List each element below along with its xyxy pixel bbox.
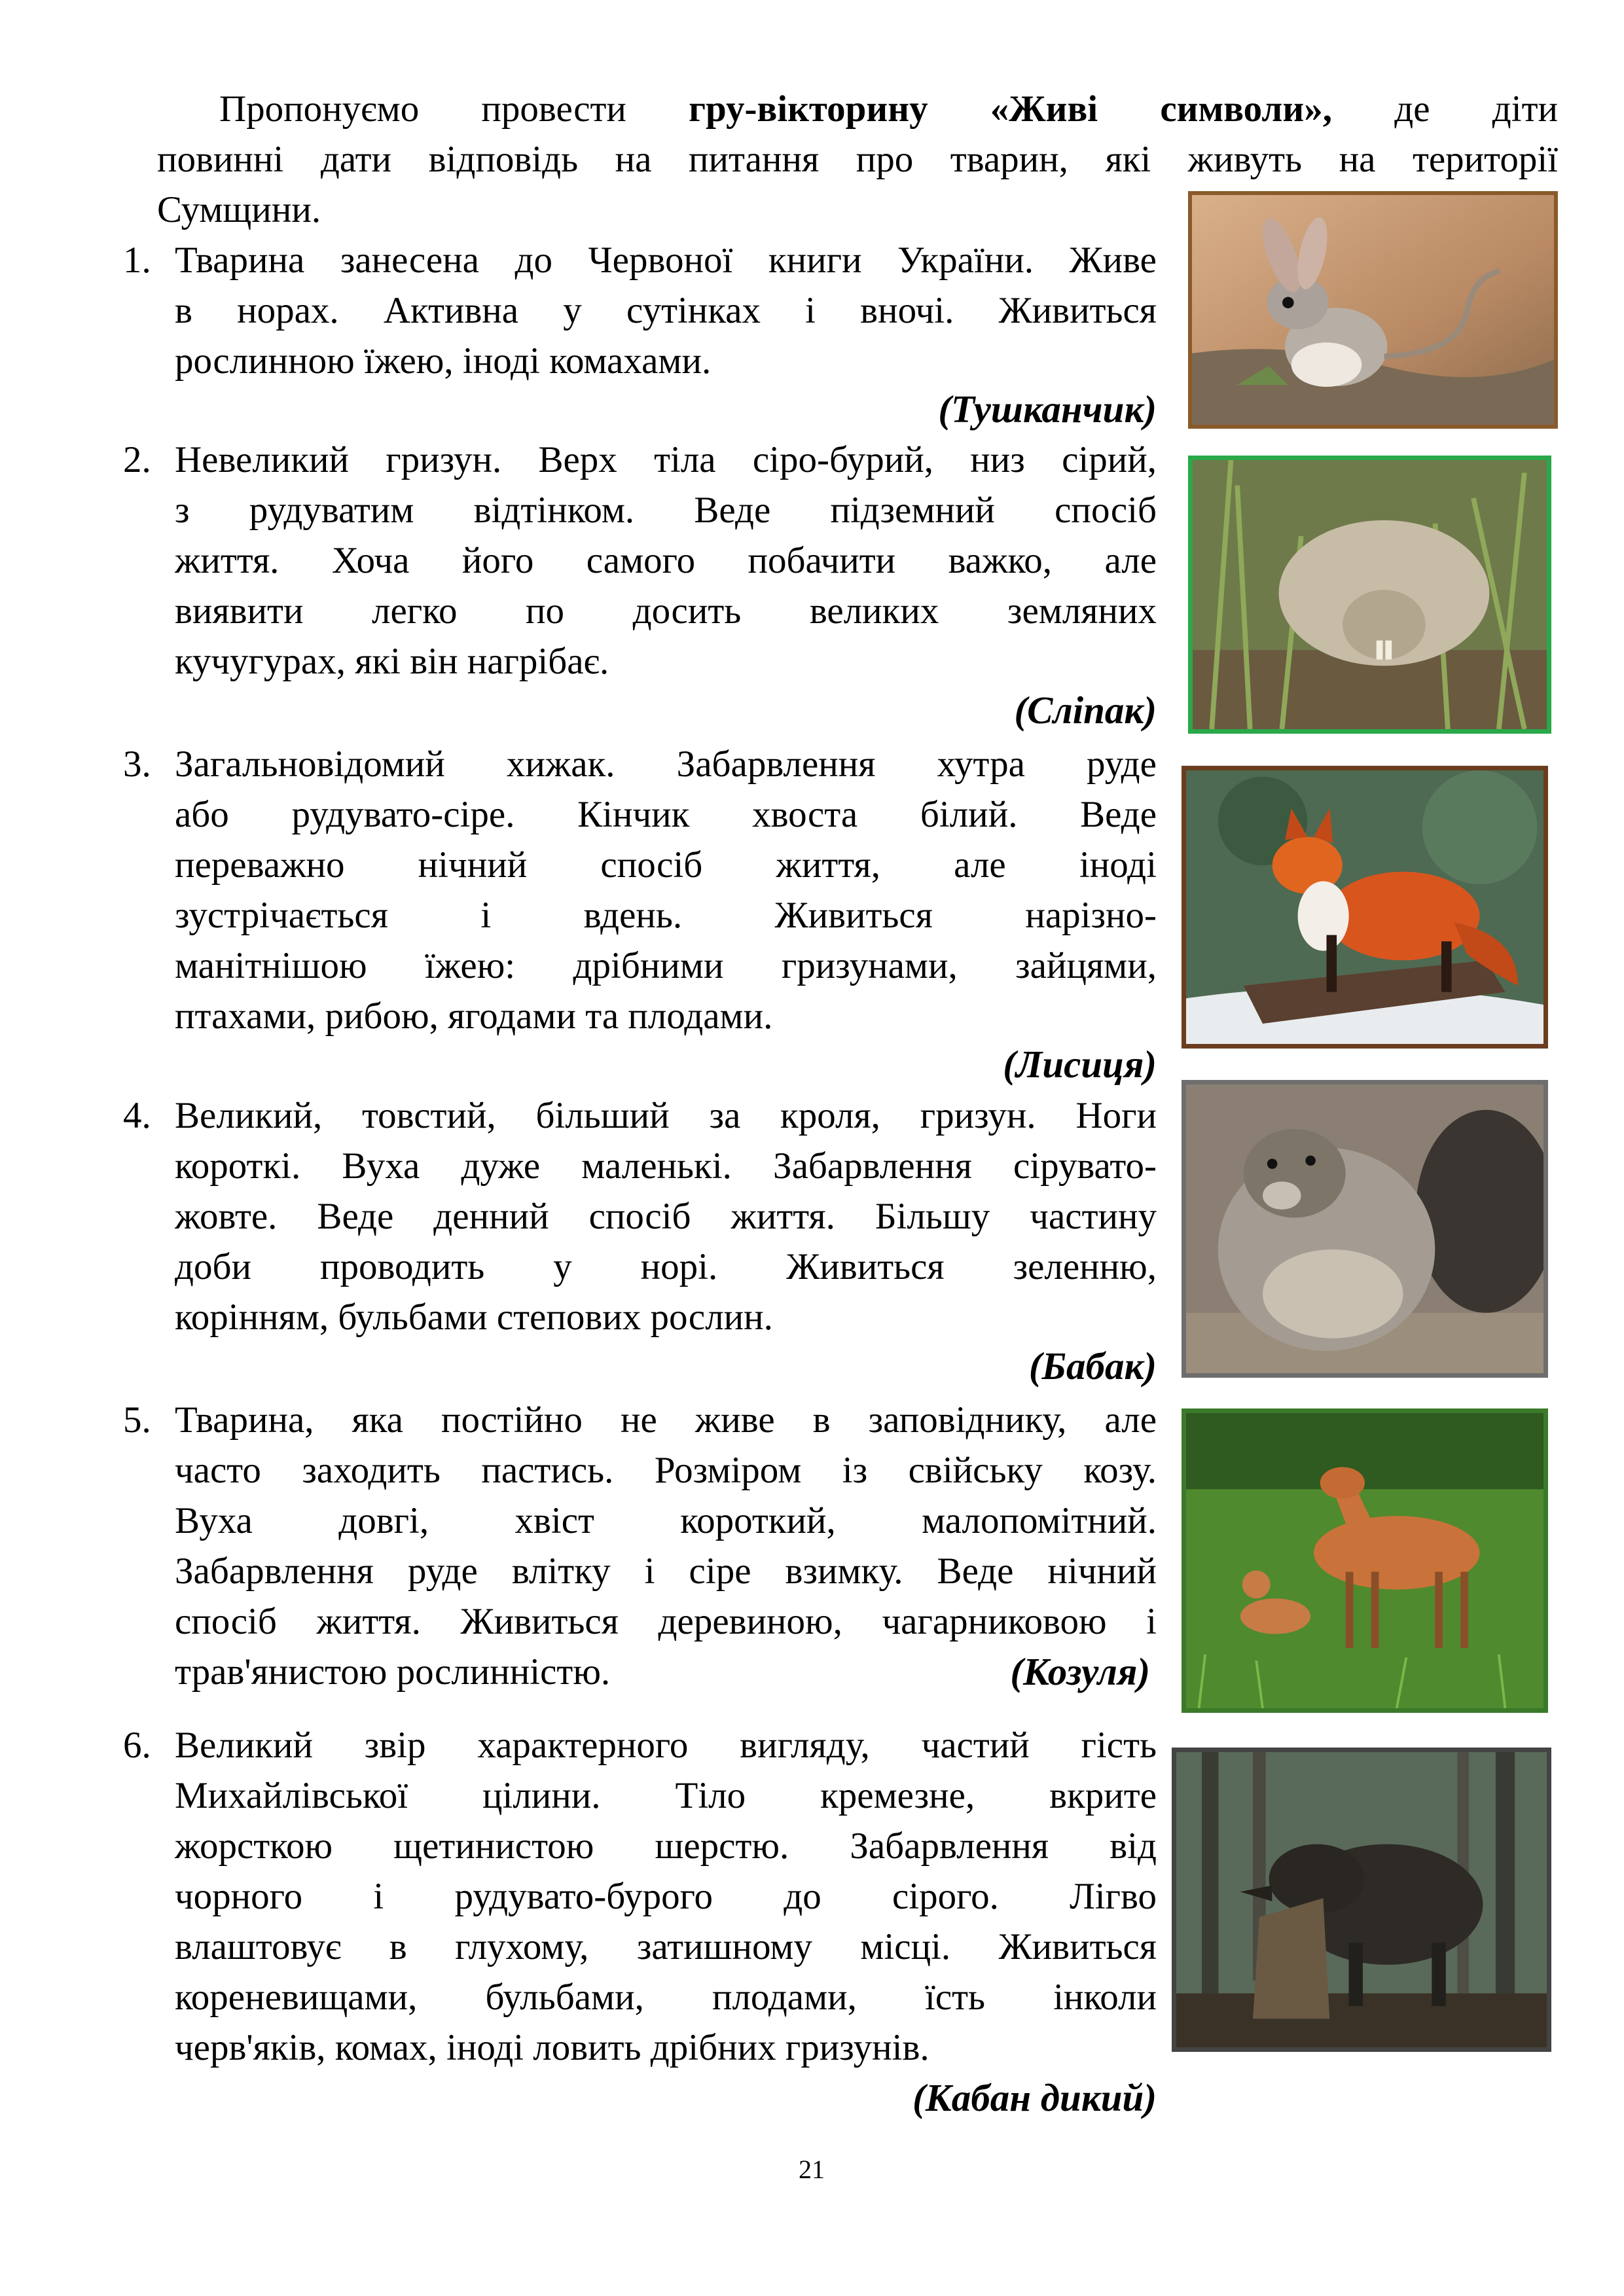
answer-5: (Козуля) — [1010, 1650, 1150, 1693]
wild-boar-photo — [1172, 1748, 1551, 2052]
item-number: 1. — [123, 240, 151, 281]
question-3-text: Загальновідомий хижак. Забарвлення хутра руде або рудувато-сіре. Кінчик хвоста білий. Веде переважно нічний спосіб життя, але іноді зустрічається і вдень. Живиться нарізно- манітнішою їжею: дрібними гризунами, зайцями, птахами, рибою, ягодами та плодами. — [175, 744, 1157, 1037]
marmot-photo — [1182, 1080, 1548, 1378]
intro-line-3: Сумщини. — [157, 189, 321, 230]
mole-rat-photo — [1188, 456, 1551, 734]
question-6-text: Великий звір характерного вигляду, частий гість Михайлівської цілини. Тіло кремезне, вкрите жорсткою щетинистою шерстю. Забарвлення від чорного і рудувато-бурого до сірого. Лігво влаштовує в глухому, затишному місці. Живиться кореневищами, бульбами, плодами, їсть інколи черв'яків, комах, іноді ловить дрібних гризунів. — [175, 1725, 1157, 2068]
intro-line-2: повинні дати відповідь на питання про тварин, які живуть на території — [157, 139, 1558, 180]
intro-line-1: Пропонуємо провести гру-вікторину «Живі символи», де діти — [219, 88, 1558, 130]
question-5-text: Тварина, яка постійно не живе в заповіднику, але часто заходить пастись. Розміром із свійську козу. Вуха довгі, хвіст короткий, малопомітний. Забарвлення руде влітку і сіре взимку. Веде нічний спосіб життя. Живиться деревиною, чагарниковою і трав'янистою рослинністю. — [175, 1399, 1157, 1693]
item-number: 2. — [123, 439, 151, 480]
item-number: 4. — [123, 1095, 151, 1136]
answer-2: (Сліпак) — [1014, 689, 1157, 732]
answer-4: (Бабак) — [1028, 1344, 1157, 1388]
question-4-text: Великий, товстий, більший за кроля, гризун. Ноги короткі. Вуха дуже маленькі. Забарвлення сірувато- жовте. Веде денний спосіб життя. Більшу частину доби проводить у норі. Живиться зеленню, корінням, бульбами степових рослин. — [175, 1095, 1157, 1338]
question-1-text: Тварина занесена до Червоної книги України. Живе в норах. Активна у сутінках і вночі. Живиться рослинною їжею, іноді комахами. — [175, 240, 1157, 382]
roe-deer-photo — [1182, 1408, 1548, 1713]
fox-photo — [1182, 766, 1548, 1049]
answer-3: (Лисиця) — [1003, 1043, 1157, 1086]
answer-1: (Тушканчик) — [938, 387, 1157, 431]
quiz-title: гру-вікторину «Живі символи», — [689, 88, 1332, 130]
item-number: 5. — [123, 1399, 151, 1441]
item-number: 6. — [123, 1725, 151, 1766]
question-2-text: Невеликий гризун. Верх тіла сіро-бурий, низ сірий, з рудуватим відтінком. Веде підземний спосіб життя. Хоча його самого побачити важко, але виявити легко по досить великих земляних кучугурах, які він нагрібає. — [175, 439, 1157, 682]
answer-6: (Кабан дикий) — [912, 2076, 1157, 2119]
item-number: 3. — [123, 744, 151, 785]
jerboa-photo — [1188, 191, 1558, 429]
page-number: 21 — [799, 2155, 825, 2184]
